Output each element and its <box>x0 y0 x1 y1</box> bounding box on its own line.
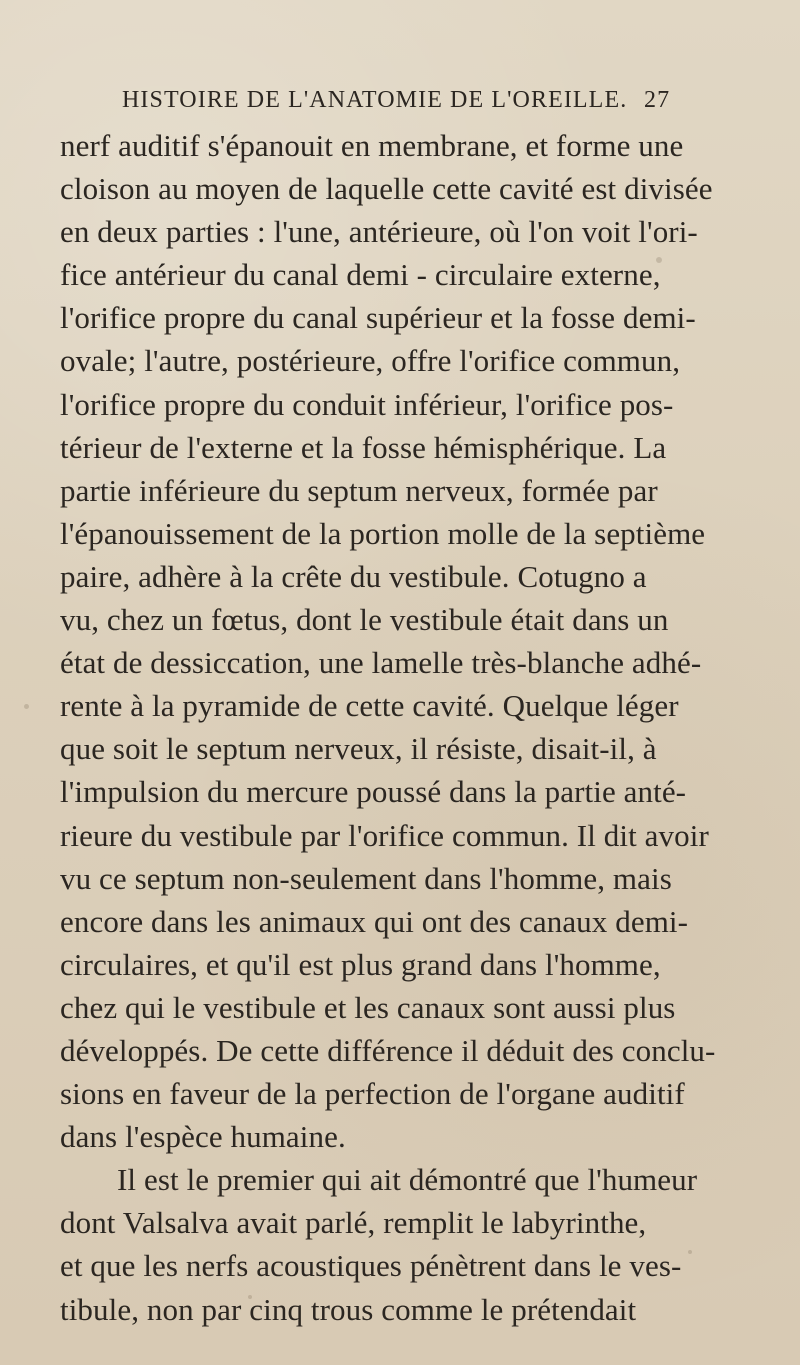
text-line: état de dessiccation, une lamelle très-blanche adhé- <box>60 645 702 681</box>
page-number: 27 <box>644 87 671 113</box>
paper-speck <box>248 1295 252 1299</box>
text-line: nerf auditif s'épanouit en membrane, et forme une <box>60 128 684 163</box>
paragraph-first-line: Il est le premier qui ait démontré que l'humeur <box>117 1162 698 1198</box>
running-title: HISTOIRE DE L'ANATOMIE DE L'OREILLE. <box>122 87 628 113</box>
text-line: paire, adhère à la crête du vestibule. Cotugno a <box>60 558 647 594</box>
text-line: térieur de l'externe et la fosse hémisphérique. La <box>60 429 667 465</box>
text-line: en deux parties : l'une, antérieure, où l'on voit l'ori- <box>60 214 698 250</box>
text-line: ovale; l'autre, postérieure, offre l'orifice commun, <box>60 343 681 379</box>
text-line: vu ce septum non-seulement dans l'homme, mais <box>60 860 672 896</box>
text-line: rieure du vestibule par l'orifice commun. Il dit avoir <box>60 817 709 853</box>
running-head <box>122 86 702 114</box>
text-line: circulaires, et qu'il est plus grand dans l'homme, <box>60 946 661 982</box>
text-line: chez qui le vestibule et les canaux sont aussi plus <box>60 989 676 1025</box>
body-text <box>60 124 740 1331</box>
text-line: vu, chez un fœtus, dont le vestibule était dans un <box>60 602 669 638</box>
text-line: et que les nerfs acoustiques pénètrent dans le ves- <box>60 1248 682 1284</box>
text-line: sions en faveur de la perfection de l'organe auditif <box>60 1076 685 1112</box>
text-line: cloison au moyen de laquelle cette cavité est divisée <box>60 171 713 207</box>
text-line: l'épanouissement de la portion molle de la septième <box>60 515 706 551</box>
text-line: rente à la pyramide de cette cavité. Quelque léger <box>60 688 679 724</box>
text-line: que soit le septum nerveux, il résiste, disait-il, à <box>60 731 657 767</box>
text-line: dont Valsalva avait parlé, remplit le labyrinthe, <box>60 1205 647 1241</box>
text-line: partie inférieure du septum nerveux, formée par <box>60 472 658 508</box>
paper-speck <box>656 257 662 263</box>
text-line: encore dans les animaux qui ont des canaux demi- <box>60 903 689 939</box>
text-line: l'orifice propre du canal supérieur et la fosse demi- <box>60 300 696 336</box>
text-line: dans l'espèce humaine. <box>60 1119 346 1155</box>
text-line: développés. De cette différence il déduit des conclu- <box>60 1032 716 1068</box>
text-line: l'impulsion du mercure poussé dans la partie anté- <box>60 774 687 810</box>
paper-speck <box>688 1250 692 1254</box>
paper-speck <box>24 704 29 709</box>
text-line: l'orifice propre du conduit inférieur, l'orifice pos- <box>60 386 674 422</box>
text-line: fice antérieur du canal demi - circulaire externe, <box>60 257 661 293</box>
text-line: tibule, non par cinq trous comme le prétendait <box>60 1291 637 1327</box>
